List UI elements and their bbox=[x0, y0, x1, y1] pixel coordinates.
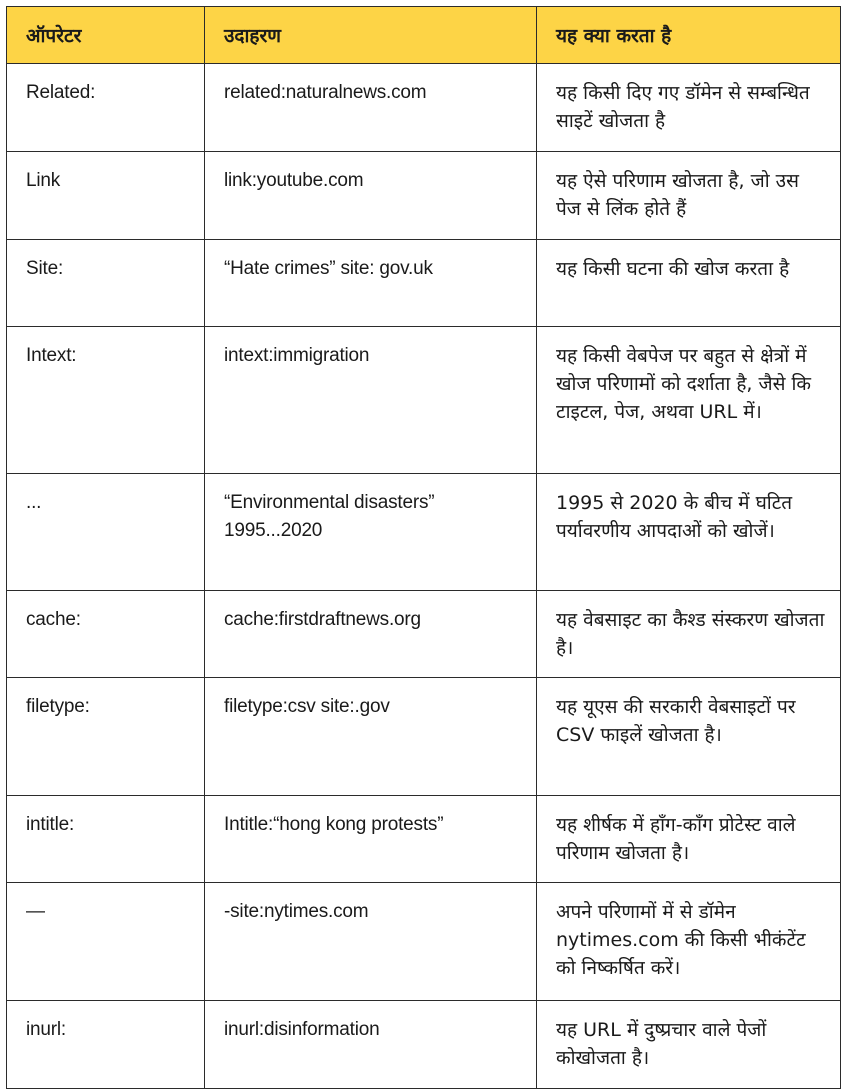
example-cell: link:youtube.com bbox=[205, 152, 537, 240]
header-what-it-does: यह क्या करता है bbox=[537, 7, 841, 64]
header-example: उदाहरण bbox=[205, 7, 537, 64]
table-row bbox=[7, 240, 841, 327]
description-cell: यह किसी दिए गए डॉमेन से सम्बन्धित साइटें खोजता है bbox=[537, 64, 841, 152]
example-cell: Intitle:“hong kong protests” bbox=[205, 796, 537, 883]
table-body bbox=[7, 64, 841, 1089]
description-cell: यह किसी वेबपेज पर बहुत से क्षेत्रों में खोज परिणामों को दर्शाता है, जैसे कि टाइटल, पेज, अथवा URL में। bbox=[537, 327, 841, 474]
example-cell: related:naturalnews.com bbox=[205, 64, 537, 152]
description-cell: यह यूएस की सरकारी वेबसाइटों पर CSV फाइलें खोजता है। bbox=[537, 678, 841, 796]
operator-cell: — bbox=[7, 883, 205, 1001]
table-row bbox=[7, 796, 841, 883]
description-cell: यह शीर्षक में हाँग-काँग प्रोटेस्ट वाले परिणाम खोजता है। bbox=[537, 796, 841, 883]
operator-cell: cache: bbox=[7, 591, 205, 678]
operator-cell: Intext: bbox=[7, 327, 205, 474]
example-cell: “Hate crimes” site: gov.uk bbox=[205, 240, 537, 327]
operator-cell: ... bbox=[7, 474, 205, 591]
description-cell: 1995 से 2020 के बीच में घटित पर्यावरणीय आपदाओं को खोजें। bbox=[537, 474, 841, 591]
header-row bbox=[7, 7, 841, 64]
example-cell: inurl:disinformation bbox=[205, 1001, 537, 1089]
operator-cell: Related: bbox=[7, 64, 205, 152]
operator-cell: filetype: bbox=[7, 678, 205, 796]
table-row bbox=[7, 1001, 841, 1089]
table-row bbox=[7, 64, 841, 152]
operator-cell: inurl: bbox=[7, 1001, 205, 1089]
description-cell: यह वेबसाइट का कैश्ड संस्करण खोजता है। bbox=[537, 591, 841, 678]
operator-cell: intitle: bbox=[7, 796, 205, 883]
table-row bbox=[7, 152, 841, 240]
example-cell: filetype:csv site:.gov bbox=[205, 678, 537, 796]
table-row bbox=[7, 474, 841, 591]
description-cell: अपने परिणामों में से डॉमेन nytimes.com की किसी भीकंटेंट को निष्कर्षित करें। bbox=[537, 883, 841, 1001]
description-cell: यह ऐसे परिणाम खोजता है, जो उस पेज से लिंक होते हैं bbox=[537, 152, 841, 240]
table-header bbox=[7, 7, 841, 64]
example-cell: cache:firstdraftnews.org bbox=[205, 591, 537, 678]
table-row bbox=[7, 591, 841, 678]
operator-cell: Link bbox=[7, 152, 205, 240]
description-cell: यह URL में दुष्प्रचार वाले पेजों कोखोजता है। bbox=[537, 1001, 841, 1089]
example-cell: -site:nytimes.com bbox=[205, 883, 537, 1001]
search-operators-table bbox=[6, 6, 841, 1089]
header-operator: ऑपरेटर bbox=[7, 7, 205, 64]
table-row bbox=[7, 883, 841, 1001]
description-cell: यह किसी घटना की खोज करता है bbox=[537, 240, 841, 327]
example-cell: intext:immigration bbox=[205, 327, 537, 474]
operator-cell: Site: bbox=[7, 240, 205, 327]
table-row bbox=[7, 678, 841, 796]
table-row bbox=[7, 327, 841, 474]
example-cell: “Environmental disasters” 1995...2020 bbox=[205, 474, 537, 591]
